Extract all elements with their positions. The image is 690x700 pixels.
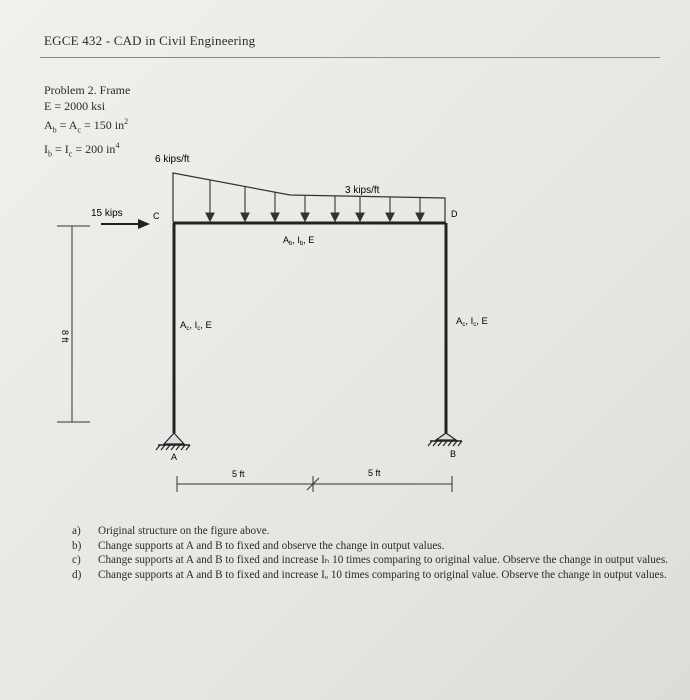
course-header: EGCE 432 - CAD in Civil Engineering [44, 33, 256, 48]
node-a-label: A [171, 452, 178, 462]
node-c-label: C [153, 211, 160, 221]
inertia-line: $I_b = I_c = 200$ $in^4$ [44, 141, 120, 159]
height-dimension-label: 8 ft [60, 330, 70, 343]
left-column-props-label: $A_c$, $I_c$, E [180, 320, 212, 332]
support-b [428, 433, 462, 446]
node-d-label: D [451, 209, 458, 219]
span-left-label: 5 ft [232, 469, 245, 479]
area-line: $A_b = A_c = 150$ $in^2$ [44, 117, 129, 135]
height-dimension [57, 226, 90, 422]
question-item: b) Change supports at A and B to fixed and observe the change in output values. [72, 539, 445, 552]
span-dimension [177, 476, 452, 492]
question-item: c) Change supports at A and B to fixed and increase Iₕ 10 times comparing to original value. Observe the change in output values. [72, 554, 668, 566]
load-arrows [206, 180, 424, 221]
node-b-label: B [450, 449, 457, 459]
support-a [156, 433, 190, 450]
load-left-label: 6 kips/ft [155, 154, 190, 165]
right-column-props-label: $A_c$, $I_c$, E [456, 316, 488, 328]
question-item: d) Change supports at A and B to fixed and increase Iₒ 10 times comparing to original value. Observe the change in output values. [72, 568, 667, 581]
question-item: a) Original structure on the figure above. [72, 525, 270, 537]
beam-props-label: $A_b$, $I_b$, E [283, 235, 315, 247]
load-envelope [173, 173, 445, 222]
load-right-label: 3 kips/ft [345, 185, 380, 196]
problem-title: Problem 2. Frame [44, 83, 131, 97]
point-load-arrowhead [138, 219, 150, 229]
modulus-line: E = 2000 ksi [44, 99, 106, 113]
span-right-label: 5 ft [368, 468, 381, 478]
point-load-label: 15 kips [91, 208, 123, 219]
question-list [72, 524, 682, 582]
